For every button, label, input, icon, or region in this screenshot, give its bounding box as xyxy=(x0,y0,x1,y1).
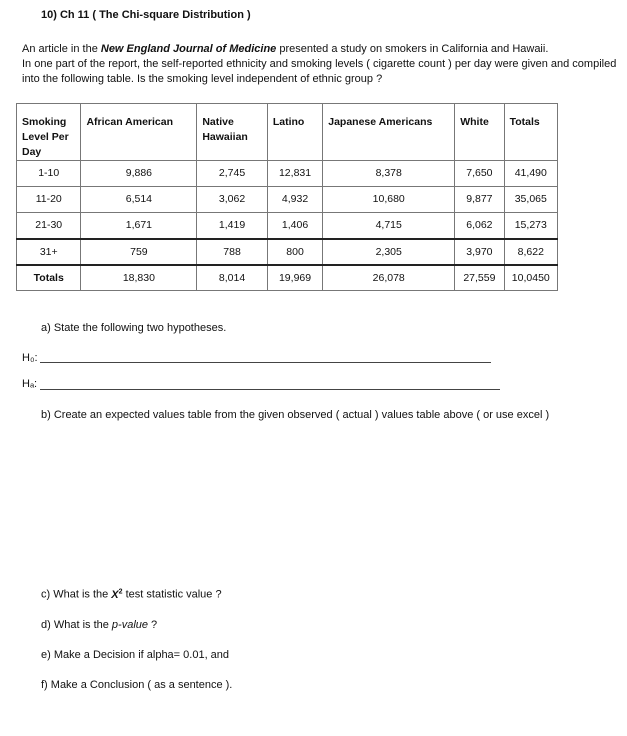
question-d xyxy=(41,619,157,631)
ha-label: Hₐ: xyxy=(22,378,38,390)
table-cell: 26,078 xyxy=(323,265,455,291)
table-cell: 3,062 xyxy=(197,187,268,213)
col-header: Native Hawaiian xyxy=(197,104,268,161)
smoking-table xyxy=(16,103,558,291)
table-cell: 41,490 xyxy=(504,161,557,187)
table-cell: 10,680 xyxy=(323,187,455,213)
table-cell: 4,932 xyxy=(267,187,322,213)
table-cell: 3,970 xyxy=(455,239,504,265)
table-cell: 9,886 xyxy=(81,161,197,187)
row-label: 1-10 xyxy=(17,161,81,187)
table-cell: 4,715 xyxy=(323,213,455,239)
intro-text: presented a study on smokers in California and Hawaii. xyxy=(276,43,549,55)
question-f: f) Make a Conclusion ( as a sentence ). xyxy=(41,679,233,691)
table-cell: 10,0450 xyxy=(504,265,557,291)
table-row xyxy=(17,239,558,265)
table-cell: 1,406 xyxy=(267,213,322,239)
table-row xyxy=(17,187,558,213)
question-b: b) Create an expected values table from the given observed ( actual ) values table above ( or use excel ) xyxy=(41,409,550,421)
row-label: Totals xyxy=(17,265,81,291)
table-cell: 1,671 xyxy=(81,213,197,239)
table-cell: 9,877 xyxy=(455,187,504,213)
row-label: 31+ xyxy=(17,239,81,265)
table-cell: 788 xyxy=(197,239,268,265)
col-header: Japanese Americans xyxy=(323,104,455,161)
row-label: 11-20 xyxy=(17,187,81,213)
table-cell: 7,650 xyxy=(455,161,504,187)
table-cell: 15,273 xyxy=(504,213,557,239)
table-cell: 35,065 xyxy=(504,187,557,213)
col-header: African American xyxy=(81,104,197,161)
question-c xyxy=(41,588,222,601)
table-cell: 2,745 xyxy=(197,161,268,187)
intro-text: An article in the xyxy=(22,43,101,55)
h0-answer-line[interactable] xyxy=(40,362,491,363)
question-e: e) Make a Decision if alpha= 0.01, and xyxy=(41,649,230,661)
table-cell: 18,830 xyxy=(81,265,197,291)
journal-name: New England Journal of Medicine xyxy=(100,43,277,55)
question-c-text: c) What is the xyxy=(41,588,112,601)
intro-line-1 xyxy=(22,42,622,57)
table-cell: 12,831 xyxy=(267,161,322,187)
table-cell: 19,969 xyxy=(267,265,322,291)
question-d-text: d) What is the xyxy=(41,619,112,631)
ha-answer-line[interactable] xyxy=(40,389,500,390)
table-cell: 800 xyxy=(267,239,322,265)
table-totals-row xyxy=(17,265,558,291)
h0-label: H₀: xyxy=(22,352,38,364)
row-label: 21-30 xyxy=(17,213,81,239)
col-header: Smoking Level Per Day xyxy=(17,104,81,161)
chi-x: X xyxy=(111,588,119,601)
table-header-row xyxy=(17,104,558,161)
intro-paragraph xyxy=(22,42,622,87)
question-c-text: test statistic value ? xyxy=(122,588,222,601)
question-a: a) State the following two hypotheses. xyxy=(41,322,227,334)
table-cell: 27,559 xyxy=(455,265,504,291)
intro-line-2: In one part of the report, the self-reported ethnicity and smoking levels ( cigarette count ) per day were given and compiled into the following table. Is the smoking level independent of ethnic group ? xyxy=(22,58,617,85)
p-value-term: p-value xyxy=(111,619,148,631)
table-row xyxy=(17,161,558,187)
col-header: White xyxy=(455,104,504,161)
question-d-text: ? xyxy=(148,619,158,631)
table-cell: 1,419 xyxy=(197,213,268,239)
table-cell: 6,062 xyxy=(455,213,504,239)
page-title: 10) Ch 11 ( The Chi-square Distribution ) xyxy=(41,9,251,21)
col-header: Latino xyxy=(267,104,322,161)
col-header: Totals xyxy=(504,104,557,161)
table-cell: 6,514 xyxy=(81,187,197,213)
table-cell: 8,014 xyxy=(197,265,268,291)
table-row xyxy=(17,213,558,239)
table-cell: 8,622 xyxy=(504,239,557,265)
table-cell: 8,378 xyxy=(323,161,455,187)
table-cell: 759 xyxy=(81,239,197,265)
chi-symbol xyxy=(111,589,122,601)
table-cell: 2,305 xyxy=(323,239,455,265)
chi-sup: 2 xyxy=(118,588,123,595)
